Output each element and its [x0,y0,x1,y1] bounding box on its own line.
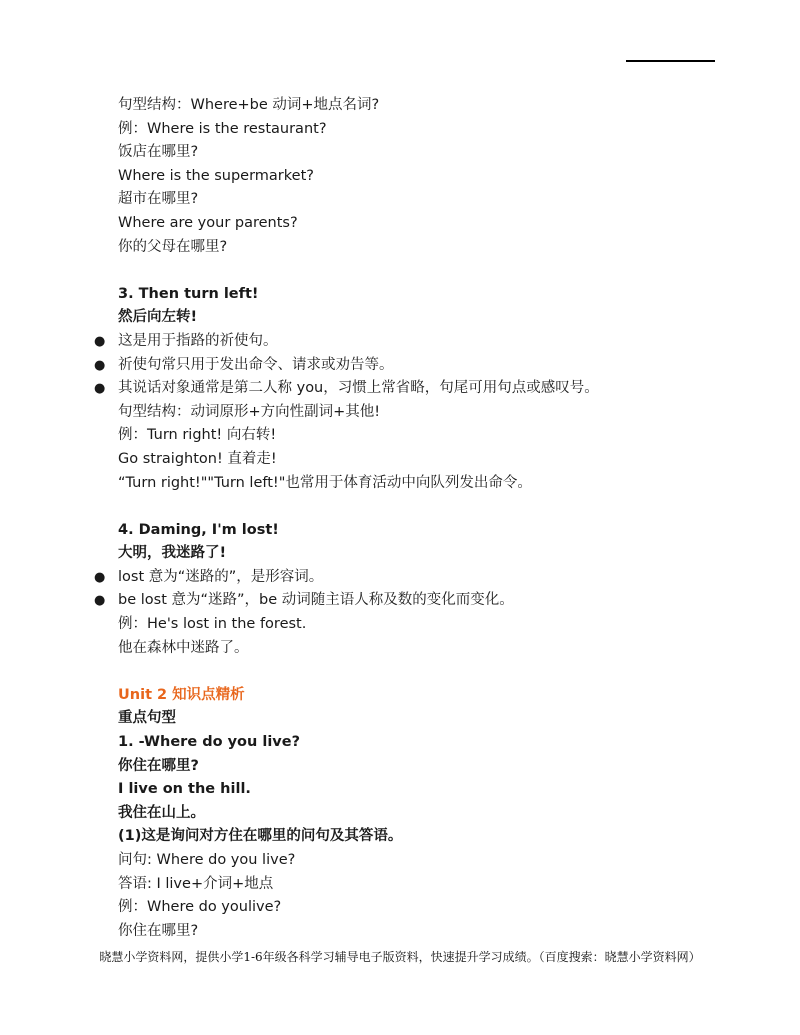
translation-line: 你住在哪里? [118,922,199,939]
translation-line: 你的父母在哪里? [118,238,228,255]
key-sentence: I live on the hill. [118,781,251,798]
key-sentence-translation: 你住在哪里? [118,757,199,774]
example-line: 例：Turn right! 向右转! [118,427,277,444]
key-sentence: 1. -Where do you live? [118,734,301,751]
note-line: “Turn right!""Turn left!"也常用于体育活动中向队列发出命令。 [118,474,532,491]
section-heading-translation: 然后向左转! [118,309,198,326]
bullet-icon: ● [94,333,106,349]
translation-line: 他在森林中迷路了。 [118,639,249,656]
example-line: 例：Where do youlive? [118,899,282,916]
bullet-icon: ● [94,357,106,373]
example-line: Where are your parents? [118,214,298,231]
translation-line: 饭店在哪里? [118,144,199,161]
unit-title: Unit 2 知识点精析 [118,686,245,703]
answer-line: 答语: I live+介词+地点 [118,875,274,892]
document-body [94,94,758,943]
section-heading: 3. Then turn left! [118,285,259,302]
bullet-item: ● lost 意为“迷路的”，是形容词。 [118,566,758,590]
sentence-pattern: 句型结构：动词原形+方向性副词+其他! [118,403,381,420]
translation-line: 超市在哪里? [118,191,199,208]
point-heading: (1)这是询问对方住在哪里的问句及其答语。 [118,828,403,845]
bullet-icon: ● [94,569,106,585]
header-rule [626,60,715,62]
section-heading-translation: 大明，我迷路了! [118,545,227,562]
bullet-item: ● be lost 意为“迷路”，be 动词随主语人称及数的变化而变化。 [118,589,758,613]
bullet-item: ● 这是用于指路的祈使句。 [118,330,758,354]
section-heading: 4. Daming, I'm lost! [118,521,279,538]
page-footer: 晓慧小学资料网，提供小学1-6年级各科学习辅导电子版资料，快速提升学习成绩。（百度搜索：晓慧小学资料网） [99,950,701,964]
question-line: 问句: Where do you live? [118,852,296,868]
bullet-icon: ● [94,593,106,609]
key-sentence-translation: 我住在山上。 [118,804,205,821]
unit-subtitle: 重点句型 [118,710,176,727]
example-line: Go straighton! 直着走! [118,450,277,467]
example-line: 例：Where is the restaurant? [118,120,327,137]
bullet-icon: ● [94,381,106,397]
bullet-item: ● 祈使句常只用于发出命令、请求或劝告等。 [118,354,758,378]
bullet-item: ● 其说话对象通常是第二人称 you，习惯上常省略，句尾可用句点或感叹号。 [118,377,758,401]
example-line: Where is the supermarket? [118,167,314,184]
sentence-pattern: 句型结构：Where+be 动词+地点名词? [118,97,380,113]
example-line: 例：He's lost in the forest. [118,616,307,633]
